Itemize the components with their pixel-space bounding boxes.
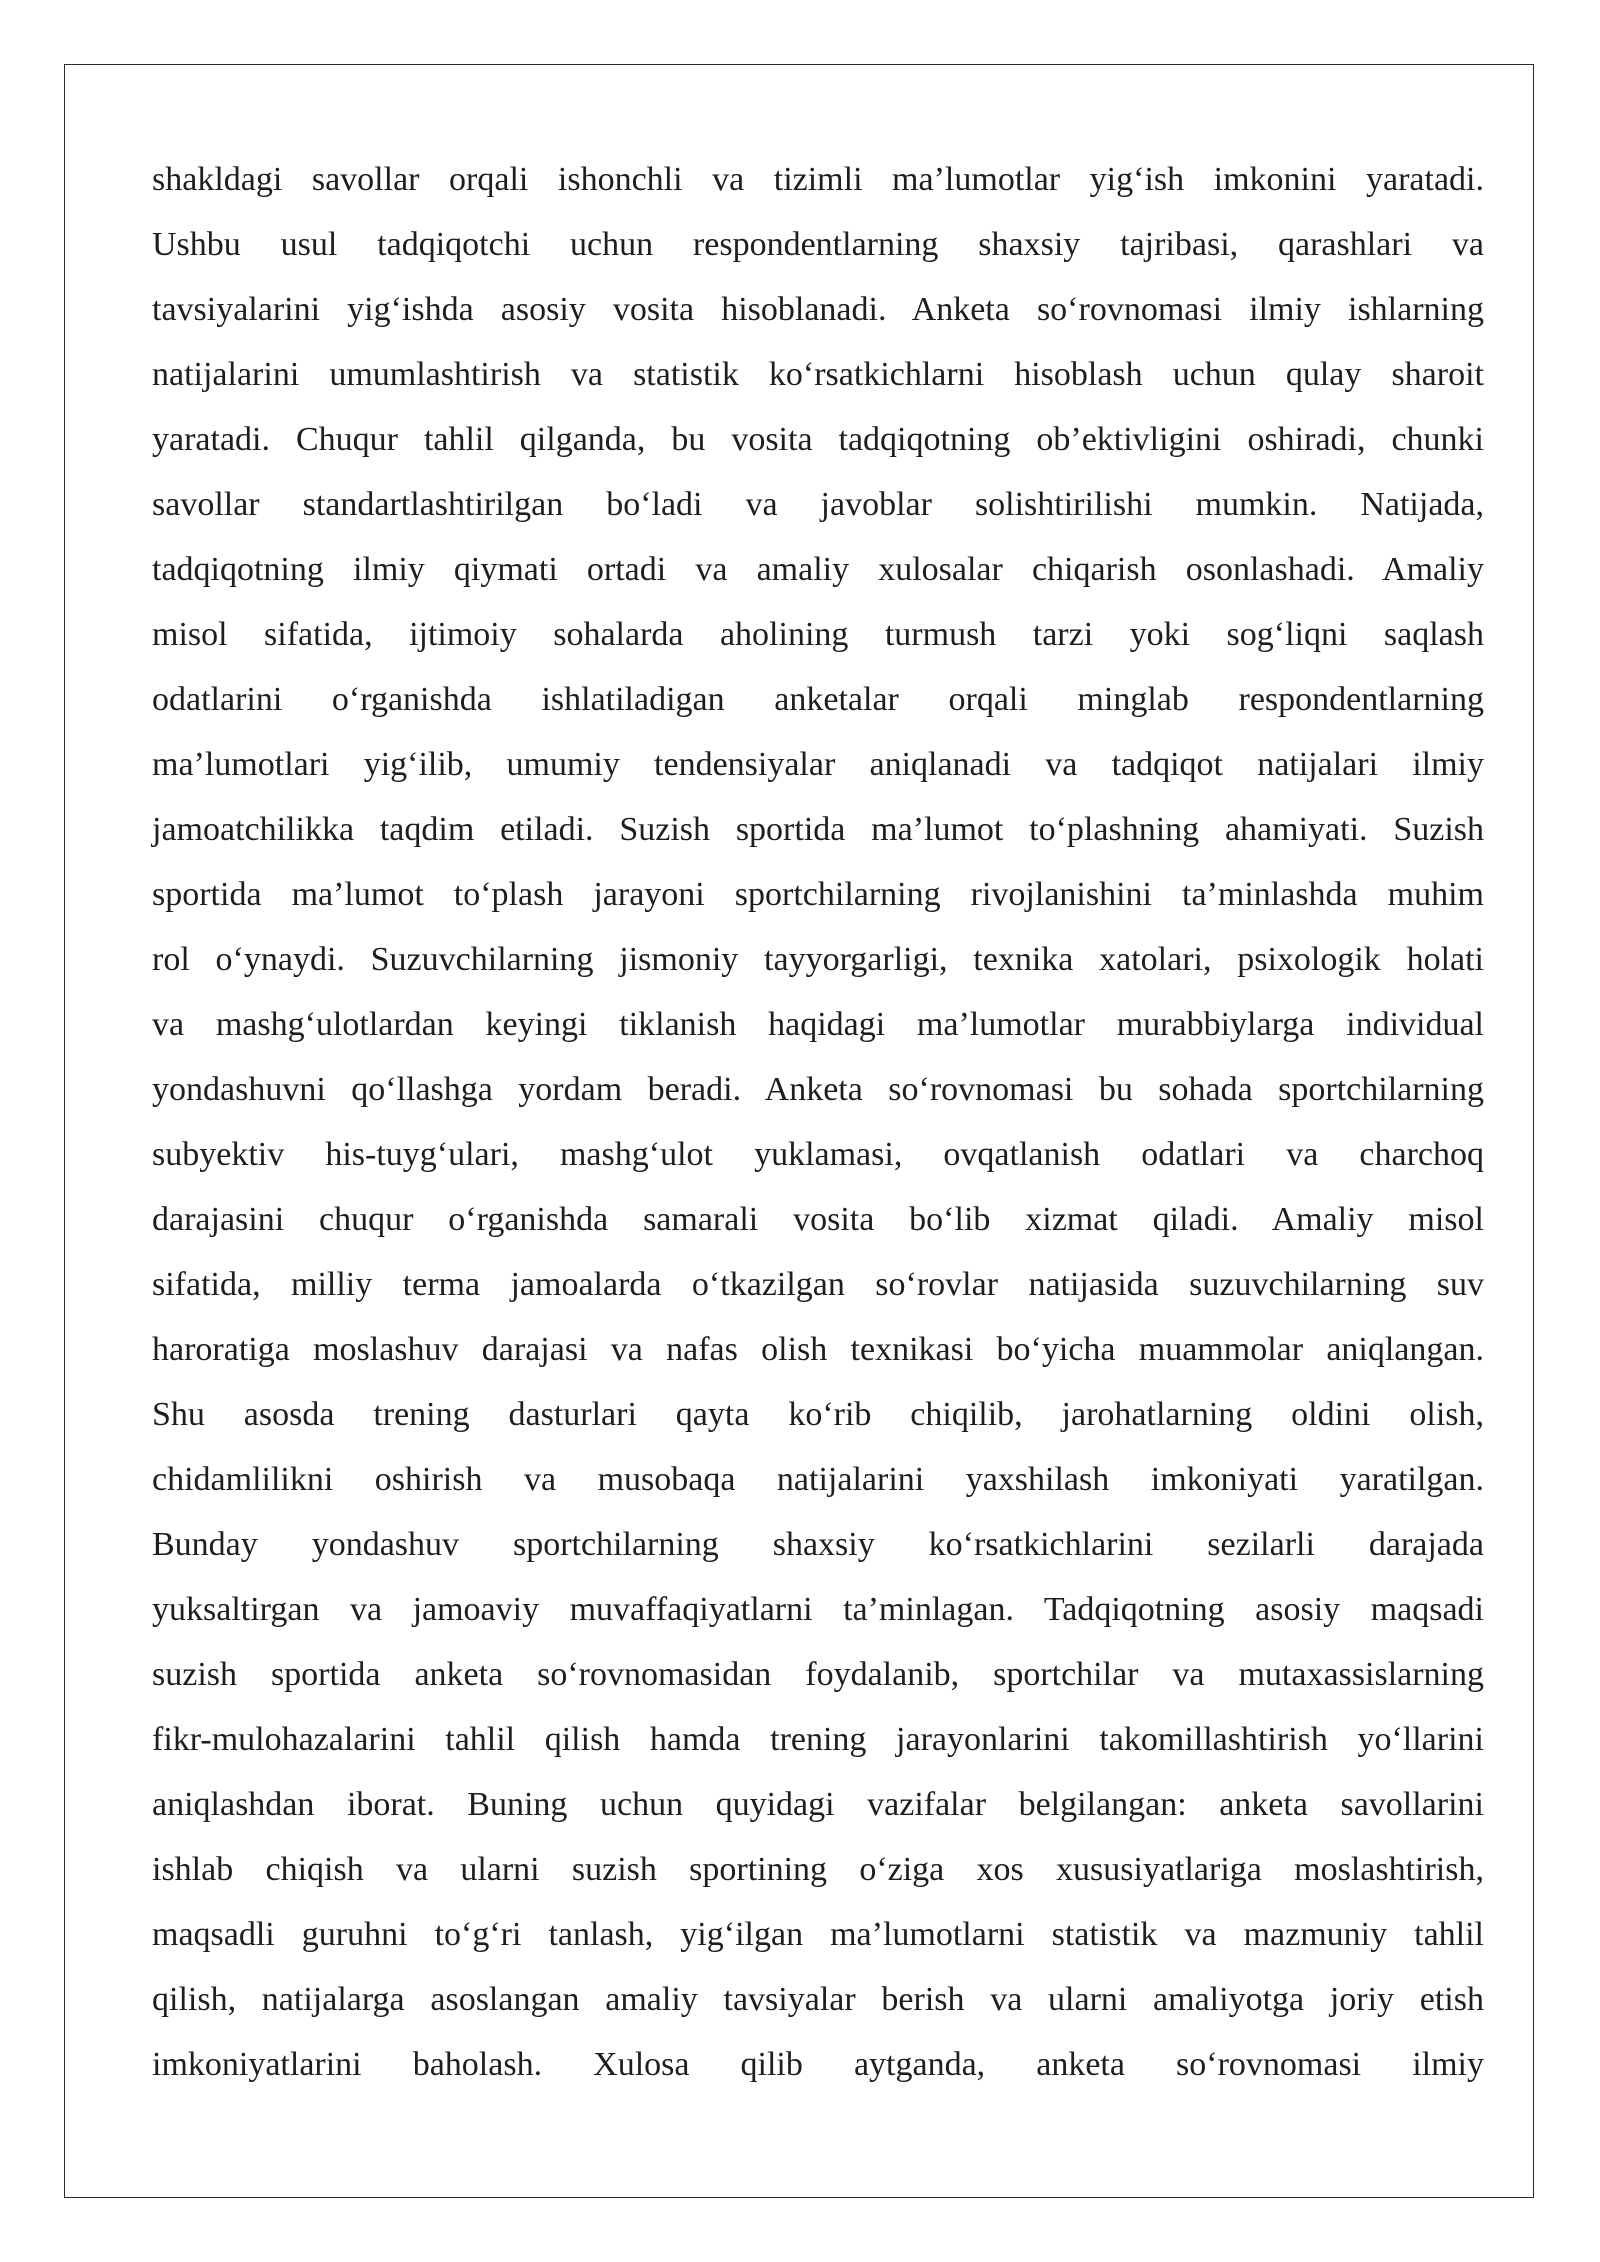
- text-line: maqsadli guruhni to‘g‘ri tanlash, yig‘ilgan ma’lumotlarni statistik va mazmuniy tahlil: [152, 1916, 1484, 1953]
- text-line: tadqiqotning ilmiy qiymati ortadi va amaliy xulosalar chiqarish osonlashadi. Amaliy: [152, 551, 1484, 588]
- text-line: haroratiga moslashuv darajasi va nafas olish texnikasi bo‘yicha muammolar aniqlangan.: [152, 1331, 1484, 1368]
- text-line: yuksaltirgan va jamoaviy muvaffaqiyatlarni ta’minlagan. Tadqiqotning asosiy maqsadi: [152, 1591, 1484, 1628]
- text-line: tavsiyalarini yig‘ishda asosiy vosita hisoblanadi. Anketa so‘rovnomasi ilmiy ishlarning: [152, 291, 1484, 328]
- text-line: darajasini chuqur o‘rganishda samarali vosita bo‘lib xizmat qiladi. Amaliy misol: [152, 1201, 1484, 1238]
- text-line: suzish sportida anketa so‘rovnomasidan foydalanib, sportchilar va mutaxassislarning: [152, 1656, 1484, 1693]
- text-line: aniqlashdan iborat. Buning uchun quyidagi vazifalar belgilangan: anketa savollarini: [152, 1786, 1484, 1823]
- text-line: va mashg‘ulotlardan keyingi tiklanish haqidagi ma’lumotlar murabbiylarga individual: [152, 1006, 1484, 1043]
- text-line: sifatida, milliy terma jamoalarda o‘tkazilgan so‘rovlar natijasida suzuvchilarning suv: [152, 1266, 1484, 1303]
- text-line: shakldagi savollar orqali ishonchli va tizimli ma’lumotlar yig‘ish imkonini yaratadi.: [152, 161, 1484, 198]
- text-line: subyektiv his-tuyg‘ulari, mashg‘ulot yuklamasi, ovqatlanish odatlari va charchoq: [152, 1136, 1484, 1173]
- text-line: ishlab chiqish va ularni suzish sportining o‘ziga xos xususiyatlariga moslashtirish,: [152, 1851, 1484, 1888]
- text-line: savollar standartlashtirilgan bo‘ladi va javoblar solishtirilishi mumkin. Natijada,: [152, 486, 1484, 523]
- text-line: Shu asosda trening dasturlari qayta ko‘rib chiqilib, jarohatlarning oldini olish,: [152, 1396, 1484, 1433]
- text-line: odatlarini o‘rganishda ishlatiladigan anketalar orqali minglab respondentlarning: [152, 681, 1484, 718]
- text-line: ma’lumotlari yig‘ilib, umumiy tendensiyalar aniqlanadi va tadqiqot natijalari ilmiy: [152, 746, 1484, 783]
- text-line: chidamlilikni oshirish va musobaqa natijalarini yaxshilash imkoniyati yaratilgan.: [152, 1461, 1484, 1498]
- text-line: rol o‘ynaydi. Suzuvchilarning jismoniy tayyorgarligi, texnika xatolari, psixologik holati: [152, 941, 1484, 978]
- text-line: misol sifatida, ijtimoiy sohalarda aholining turmush tarzi yoki sog‘liqni saqlash: [152, 616, 1484, 653]
- text-line: sportida ma’lumot to‘plash jarayoni sportchilarning rivojlanishini ta’minlashda muhim: [152, 876, 1484, 913]
- document-body: [152, 147, 1484, 2097]
- text-line: fikr-mulohazalarini tahlil qilish hamda trening jarayonlarini takomillashtirish yo‘llarini: [152, 1721, 1484, 1758]
- text-line: yondashuvni qo‘llashga yordam beradi. Anketa so‘rovnomasi bu sohada sportchilarning: [152, 1071, 1484, 1108]
- text-line: natijalarini umumlashtirish va statistik ko‘rsatkichlarni hisoblash uchun qulay sharoit: [152, 356, 1484, 393]
- text-line: Ushbu usul tadqiqotchi uchun respondentlarning shaxsiy tajribasi, qarashlari va: [152, 226, 1484, 263]
- text-line: yaratadi. Chuqur tahlil qilganda, bu vosita tadqiqotning ob’ektivligini oshiradi, chunki: [152, 421, 1484, 458]
- text-line: Bunday yondashuv sportchilarning shaxsiy ko‘rsatkichlarini sezilarli darajada: [152, 1526, 1484, 1563]
- text-line: qilish, natijalarga asoslangan amaliy tavsiyalar berish va ularni amaliyotga joriy etish: [152, 1981, 1484, 2018]
- text-line: jamoatchilikka taqdim etiladi. Suzish sportida ma’lumot to‘plashning ahamiyati. Suzish: [152, 811, 1484, 848]
- text-line: imkoniyatlarini baholash. Xulosa qilib aytganda, anketa so‘rovnomasi ilmiy: [152, 2046, 1484, 2083]
